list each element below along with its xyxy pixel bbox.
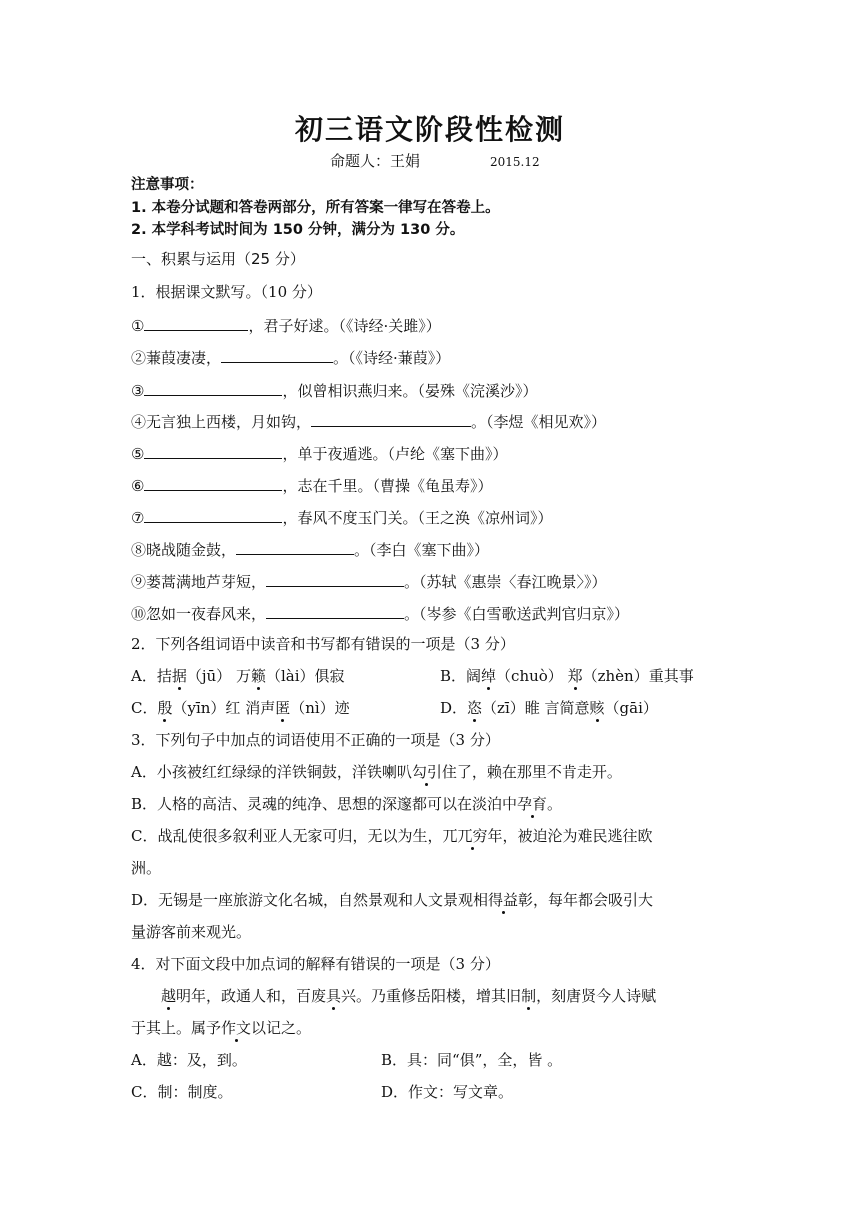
q1-item-5: ⑤ ，单于夜遁逃。（卢纶《塞下曲》） <box>131 442 507 465</box>
section-1-heading: 一、积累与运用（25 分） <box>131 250 305 268</box>
answer-blank[interactable] <box>311 410 471 427</box>
answer-blank[interactable] <box>266 602 404 619</box>
q2-option-b: B．阔绰（chuò） 郑（zhèn）重其事 <box>440 667 694 685</box>
q3-option-d: D．无锡是一座旅游文化名城，自然景观和人文景观相得益彰，每年都会吸引大 <box>131 891 654 909</box>
answer-blank[interactable] <box>144 474 282 491</box>
q1-item-3: ③ ，似曾相识燕归来。（晏殊《浣溪沙》） <box>131 379 537 402</box>
q3-option-c-cont: 洲。 <box>131 859 162 877</box>
exam-date: 2015.12 <box>490 155 540 169</box>
q1-item-6: ⑥ ，志在千里。（曹操《龟虽寿》） <box>131 474 492 497</box>
q1-item-8: ⑧晓战随金鼓， 。（李白《塞下曲》） <box>131 538 489 561</box>
author-line <box>330 150 540 171</box>
q4-option-a: A．越：及，到。 <box>131 1051 247 1069</box>
page-title: 初三语文阶段性检测 <box>294 113 565 146</box>
q2-option-d: D．恣（zī）睢 言简意赅（gāi） <box>440 699 658 717</box>
q2-option-a: A．拮据（jū） 万籁（lài）俱寂 <box>131 667 345 685</box>
notice-item-1: 1. 本卷分试题和答卷两部分，所有答案一律写在答卷上。 <box>131 200 500 216</box>
q1-item-9: ⑨蒌蒿满地芦芽短， 。（苏轼《惠崇〈春江晚景〉》） <box>131 570 607 593</box>
answer-blank[interactable] <box>236 538 354 555</box>
q4-stem: 4．对下面文段中加点词的解释有错误的一项是（3 分） <box>131 955 500 973</box>
q2-stem: 2．下列各组词语中读音和书写都有错误的一项是（3 分） <box>131 635 515 653</box>
q4-passage-line-2: 于其上。属予作文以记之。 <box>131 1019 312 1037</box>
q4-option-b: B．具：同“俱”，全，皆 。 <box>381 1051 563 1069</box>
answer-blank[interactable] <box>144 314 248 331</box>
q4-option-d: D．作文：写文章。 <box>381 1083 514 1101</box>
q4-option-c: C．制：制度。 <box>131 1083 233 1101</box>
notice-item-2: 2. 本学科考试时间为 150 分钟，满分为 130 分。 <box>131 222 465 238</box>
q3-option-a: A．小孩被红红绿绿的洋铁铜鼓，洋铁喇叭勾引住了，赖在那里不肯走开。 <box>131 763 622 781</box>
q1-item-10: ⑩忽如一夜春风来， 。（岑参《白雪歌送武判官归京》） <box>131 602 629 625</box>
q1-item-4: ④无言独上西楼，月如钩， 。（李煜《相见欢》） <box>131 410 606 433</box>
q1-item-7: ⑦ ，春风不度玉门关。（王之涣《凉州词》） <box>131 506 552 529</box>
answer-blank[interactable] <box>221 346 333 363</box>
notice-heading: 注意事项： <box>131 177 204 193</box>
author: 命题人：王娟 <box>330 152 421 170</box>
answer-blank[interactable] <box>266 570 404 587</box>
answer-blank[interactable] <box>144 506 282 523</box>
q3-stem: 3．下列句子中加点的词语使用不正确的一项是（3 分） <box>131 731 500 749</box>
q4-passage-line-1: 越明年，政通人和，百废具兴。乃重修岳阳楼，增其旧制，刻唐贤今人诗赋 <box>161 987 657 1005</box>
q1-item-2: ②蒹葭凄凄， 。（《诗经·蒹葭》） <box>131 346 450 369</box>
q3-option-c: C．战乱使很多叙利亚人无家可归，无以为生，兀兀穷年，被迫沦为难民逃往欧 <box>131 827 653 845</box>
q1-stem: 1．根据课文默写。（10 分） <box>131 283 322 301</box>
q3-option-d-cont: 量游客前来观光。 <box>131 923 252 941</box>
answer-blank[interactable] <box>144 442 282 459</box>
q2-option-c: C．殷（yīn）红 消声匿（nì）迹 <box>131 699 350 717</box>
answer-blank[interactable] <box>144 379 282 396</box>
q3-option-b: B．人格的高洁、灵魂的纯净、思想的深邃都可以在淡泊中孕育。 <box>131 795 563 813</box>
q1-item-1: ① ，君子好逑。（《诗经·关雎》） <box>131 314 441 337</box>
